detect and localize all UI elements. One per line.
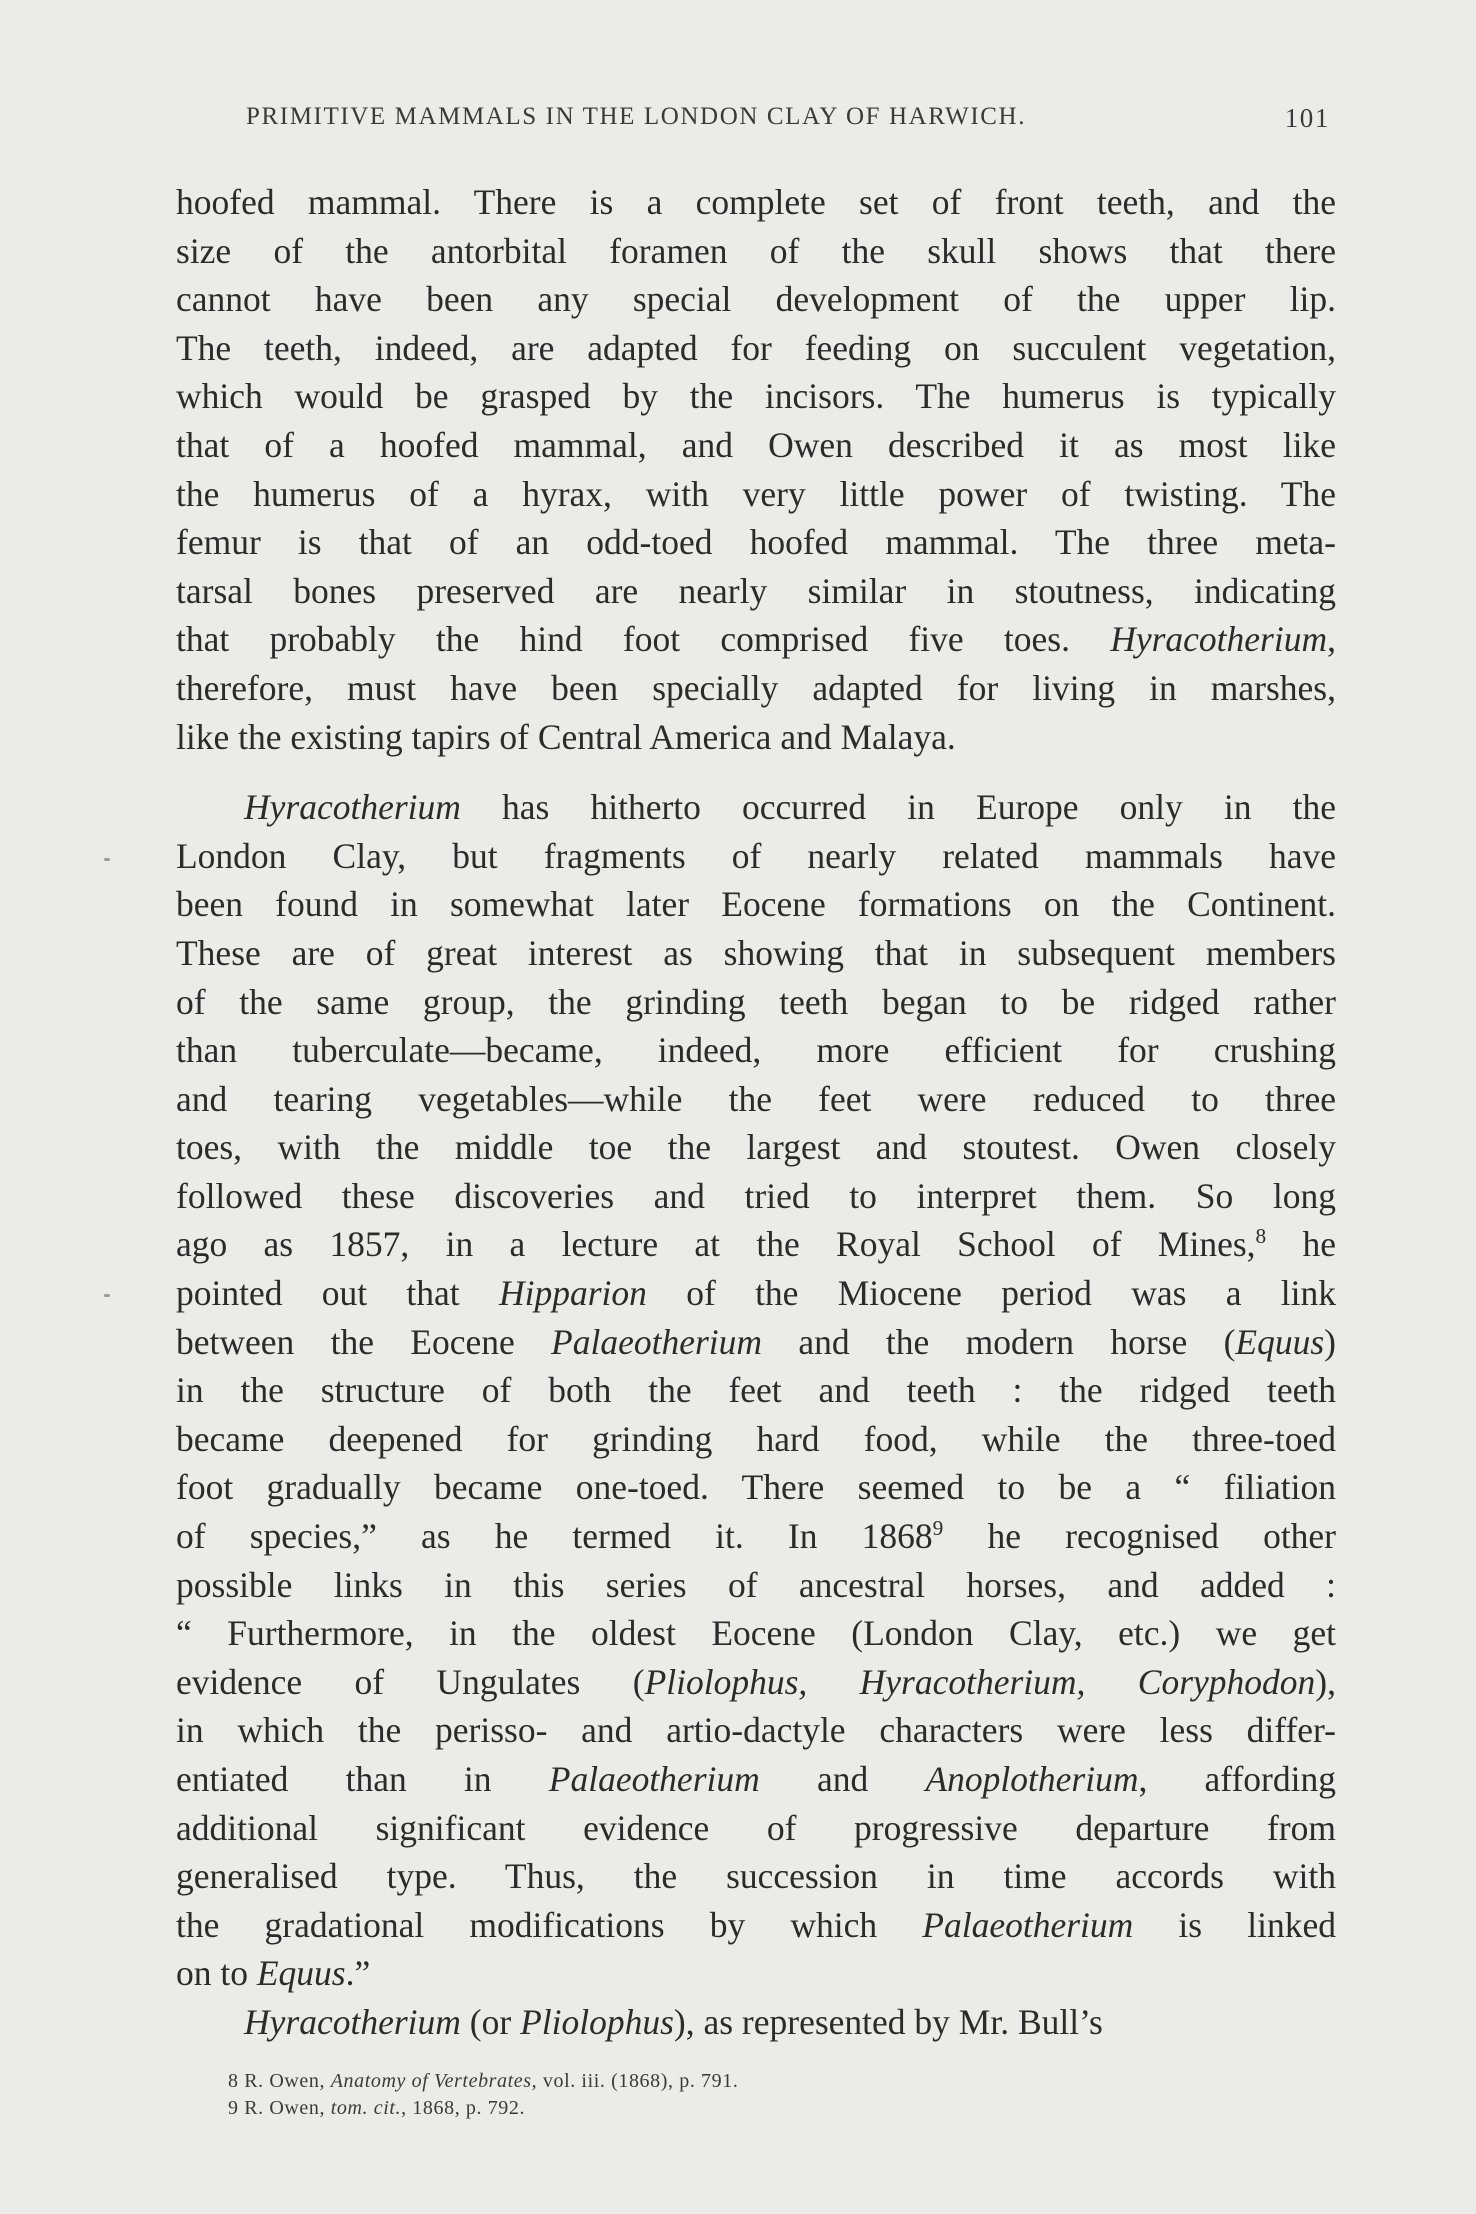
text-run: The teeth, indeed, are adapted for feeding on succulent vegetation, [176, 327, 1336, 368]
text-run: in the structure of both the feet and teeth : the ridged teeth [176, 1370, 1336, 1411]
text-run: of the same group, the grinding teeth began to be ridged rather [176, 981, 1336, 1022]
text-run: became deepened for grinding hard food, while the three-toed [176, 1418, 1336, 1459]
text-line [176, 1949, 1336, 1998]
text-line [176, 1075, 1336, 1124]
italic-text: Hipparion [498, 1273, 647, 1314]
text-run: followed these discoveries and tried to interpret them. So long [176, 1175, 1336, 1216]
text-run: ) [1324, 1321, 1336, 1362]
text-run: he recognised other [943, 1516, 1337, 1557]
text-line [176, 929, 1336, 978]
text-line [176, 1706, 1336, 1755]
text-line [176, 978, 1336, 1027]
text-run: cannot have been any special development of the upper lip. [176, 279, 1336, 320]
text-line [176, 275, 1336, 324]
text-run: (or [460, 2001, 521, 2042]
text-line [176, 421, 1336, 470]
text-run: femur is that of an odd-toed hoofed mammal. The three meta- [176, 522, 1336, 563]
text-line [176, 518, 1336, 567]
text-run: in which the perisso- and artio-dactyle characters were less differ- [176, 1710, 1336, 1751]
text-run: the gradational modifications by which [176, 1904, 923, 1945]
text-run: , vol. iii. (1868), p. 791. [531, 2070, 739, 2092]
italic-text: Pliolophus, Hyracotherium, Coryphodon [644, 1661, 1316, 1702]
text-line [176, 567, 1336, 616]
footnotes [228, 2068, 1328, 2122]
text-line [176, 1026, 1336, 1075]
italic-text: Anoplotherium [925, 1759, 1139, 1799]
text-run: evidence of Ungulates ( [176, 1661, 645, 1702]
italic-text: Anatomy of Vertebrates [330, 2070, 532, 2092]
text-run: 8 R. Owen, [228, 2070, 331, 2092]
text-line [176, 1512, 1336, 1561]
text-run: size of the antorbital foramen of the skull shows that there [176, 230, 1336, 271]
text-line [176, 1901, 1336, 1950]
footnote [228, 2068, 1328, 2095]
text-run: is linked [1133, 1904, 1336, 1945]
footnote-ref: 9 [932, 1516, 944, 1541]
text-line [176, 324, 1336, 373]
margin-speck [104, 1294, 110, 1297]
text-run: of species,” as he termed it. In 1868 [176, 1516, 933, 1557]
text-run: has hitherto occurred in Europe only in the [460, 787, 1336, 828]
text-line [176, 1318, 1336, 1367]
text-run: which would be grasped by the incisors. The humerus is typically [176, 376, 1336, 417]
footnote-ref: 8 [1255, 1224, 1267, 1249]
text-run: of the Miocene period was a link [646, 1273, 1336, 1314]
text-run: ago as 1857, in a lecture at the Royal School of Mines, [176, 1224, 1256, 1265]
text-run: foot gradually became one-toed. There seemed to be a “ filiation [176, 1467, 1336, 1508]
italic-text: Palaeotherium [922, 1904, 1134, 1945]
text-run: , [1327, 619, 1336, 660]
text-line [176, 1172, 1336, 1221]
text-line [176, 227, 1336, 276]
text-run: possible links in this series of ancestral horses, and added : [176, 1564, 1336, 1605]
text-line [176, 1269, 1336, 1318]
italic-text: Equus [1235, 1321, 1325, 1362]
body-text [176, 178, 1336, 2047]
footnote [228, 2095, 1328, 2122]
text-line [176, 372, 1336, 421]
text-run: and the modern horse ( [762, 1321, 1236, 1362]
italic-text: Hyracotherium [1110, 619, 1328, 660]
paragraph [176, 178, 1336, 761]
page-number: 101 [1284, 103, 1330, 133]
text-run: , affording [1138, 1759, 1336, 1799]
italic-text: tom. cit. [330, 2097, 402, 2119]
text-run: ), [1315, 1661, 1336, 1702]
italic-text: Palaeotherium [551, 1321, 763, 1362]
paragraph [176, 783, 1336, 1998]
text-run: than tuberculate—became, indeed, more efficient for crushing [176, 1030, 1336, 1071]
text-run: on to [176, 1953, 257, 1994]
margin-speck [104, 858, 110, 861]
text-run: London Clay, but fragments of nearly related mammals have [176, 835, 1336, 876]
text-line [176, 470, 1336, 519]
text-run: that of a hoofed mammal, and Owen described it as most like [176, 424, 1336, 465]
text-line [176, 178, 1336, 227]
paragraph [176, 1998, 1336, 2047]
running-head [246, 103, 1330, 143]
text-run: like the existing tapirs of Central America and Malaya. [176, 716, 956, 757]
text-run: entiated than in [176, 1759, 549, 1799]
text-run: and [759, 1759, 926, 1799]
text-line [176, 1123, 1336, 1172]
text-run: 9 R. Owen, [228, 2097, 331, 2119]
text-line [176, 1755, 1336, 1804]
text-line [176, 1463, 1336, 1512]
text-line [176, 1366, 1336, 1415]
text-line [176, 783, 1336, 832]
running-head-title: PRIMITIVE MAMMALS IN THE LONDON CLAY OF HARWICH. [246, 103, 1027, 130]
text-run: that probably the hind foot comprised five toes. [176, 619, 1111, 660]
text-line [176, 713, 1336, 762]
text-run: and tearing vegetables—while the feet were reduced to three [176, 1078, 1336, 1119]
text-run: tarsal bones preserved are nearly similar in stoutness, indicating [176, 570, 1336, 611]
text-run: between the Eocene [176, 1321, 552, 1362]
text-run: , 1868, p. 792. [401, 2097, 526, 2119]
text-line [176, 1561, 1336, 1610]
text-line [176, 1998, 1336, 2047]
text-line [176, 1415, 1336, 1464]
text-run: he [1266, 1224, 1336, 1265]
text-line [176, 880, 1336, 929]
paragraph-gap [176, 761, 1336, 783]
text-line [176, 1658, 1336, 1707]
text-line [176, 615, 1336, 664]
book-page [176, 0, 1336, 2214]
text-run: been found in somewhat later Eocene formations on the Continent. [176, 884, 1336, 925]
text-line [176, 832, 1336, 881]
text-run: These are of great interest as showing that in subsequent members [176, 932, 1336, 973]
text-run: additional significant evidence of progressive departure from [176, 1807, 1336, 1848]
text-run: toes, with the middle toe the largest and stoutest. Owen closely [176, 1127, 1336, 1168]
text-line [176, 1220, 1336, 1269]
italic-text: Palaeotherium [548, 1759, 760, 1799]
text-run: generalised type. Thus, the succession in time accords with [176, 1856, 1336, 1897]
italic-text: Pliolophus [520, 2001, 674, 2042]
italic-text: Equus [256, 1953, 346, 1994]
text-run: ), as represented by Mr. Bull’s [673, 2001, 1103, 2042]
text-run: .” [345, 1953, 371, 1994]
text-run: pointed out that [176, 1273, 499, 1314]
text-line [176, 664, 1336, 713]
text-line [176, 1804, 1336, 1853]
text-line [176, 1852, 1336, 1901]
italic-text: Hyracotherium [244, 787, 461, 828]
text-run: therefore, must have been specially adapted for living in marshes, [176, 667, 1336, 708]
text-run: hoofed mammal. There is a complete set of front teeth, and the [176, 182, 1336, 222]
text-run: “ Furthermore, in the oldest Eocene (London Clay, etc.) we get [176, 1613, 1336, 1654]
text-line [176, 1609, 1336, 1658]
italic-text: Hyracotherium [244, 2001, 461, 2042]
text-run: the humerus of a hyrax, with very little power of twisting. The [176, 473, 1336, 514]
